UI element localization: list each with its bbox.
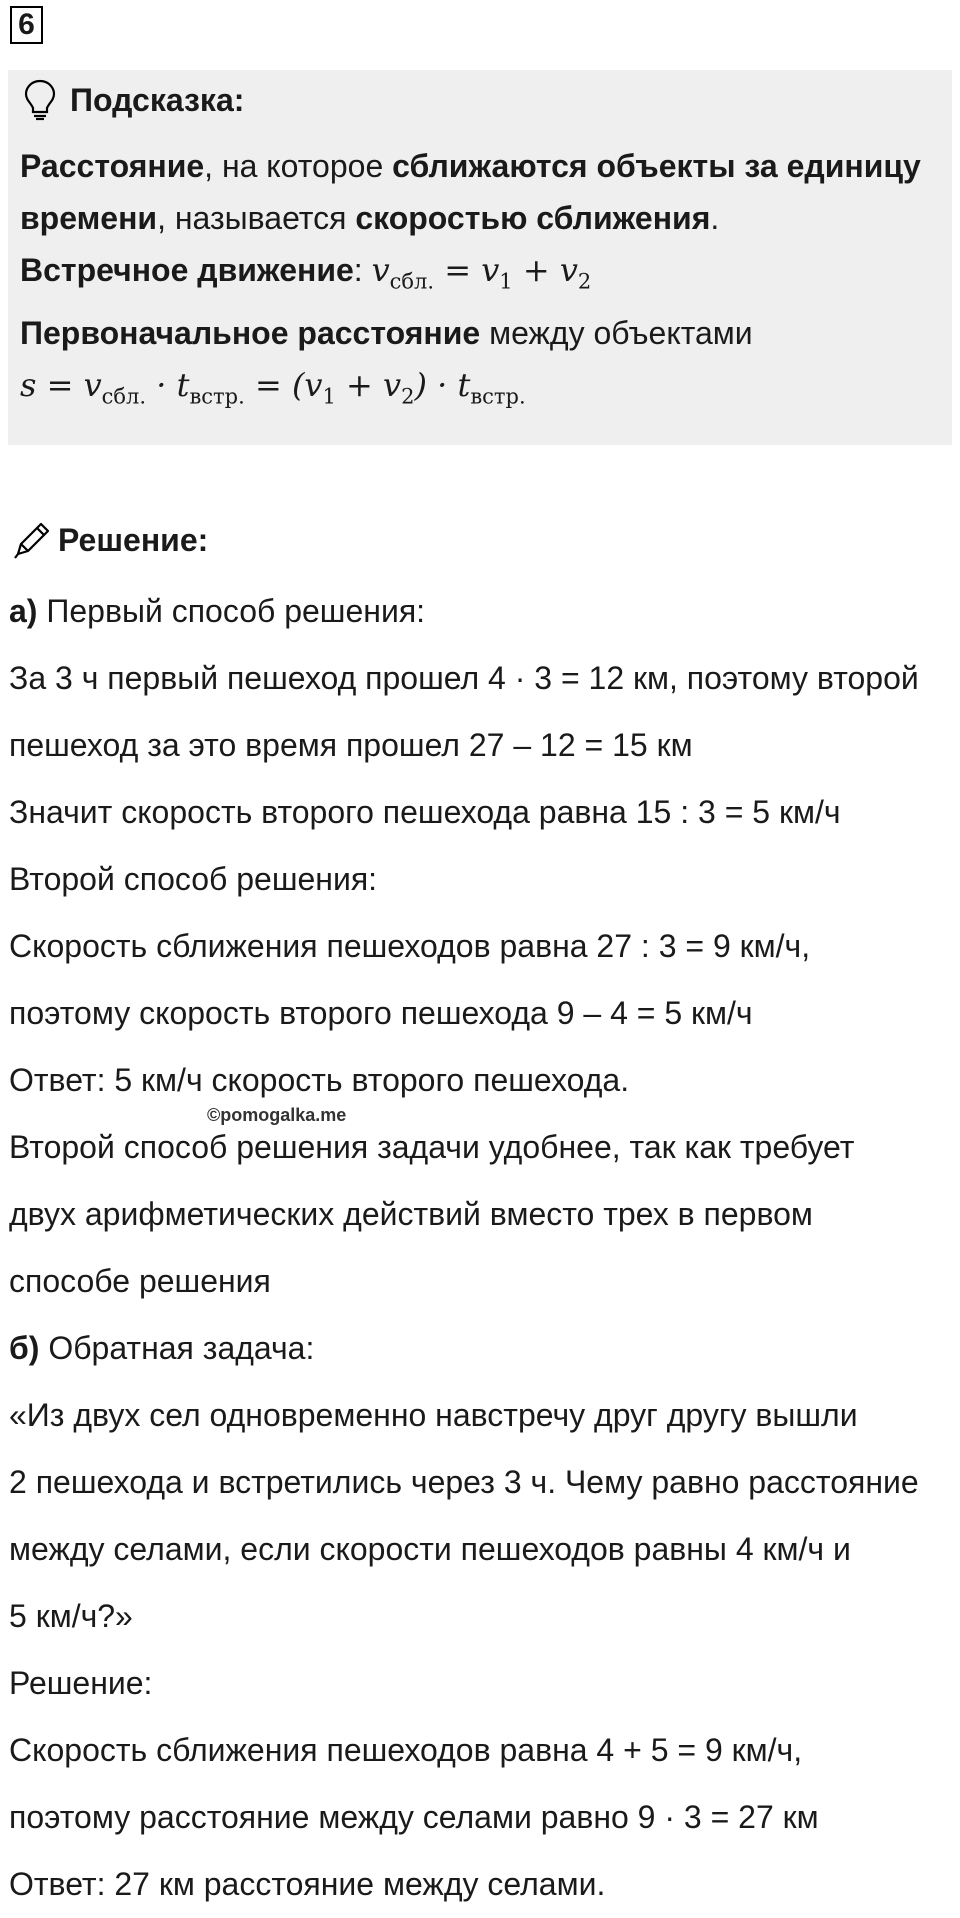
- solution-body: [9, 578, 954, 1918]
- task-number: 6: [10, 6, 43, 44]
- closing-speed-formula: $v_{сбл.} = v_1 + v_2$: [371, 251, 592, 294]
- hint-line-4: Первоначальное расстояние между объектами: [20, 315, 753, 352]
- part-b-heading: б) Обратная задача:: [9, 1330, 315, 1366]
- solution-line: Решение:: [9, 1665, 153, 1701]
- hint-title: Подсказка:: [70, 81, 245, 118]
- solution-line: 5 км/ч?»: [9, 1598, 133, 1634]
- hint-header: [22, 78, 244, 122]
- hint-line-5: [20, 359, 940, 422]
- solution-header: [10, 516, 208, 564]
- hint-line-3: Встречное движение: $v_{сбл.} = v_1 + v_2$: [20, 251, 592, 294]
- solution-line: Второй способ решения:: [9, 861, 378, 897]
- hint-box: [8, 70, 952, 445]
- solution-title: Решение:: [58, 521, 209, 558]
- solution-line: Второй способ решения задачи удобнее, так как требует: [9, 1129, 855, 1165]
- solution-line: поэтому расстояние между селами равно 9 · 3 = 27 км: [9, 1799, 819, 1835]
- solution-line: Ответ: 5 км/ч скорость второго пешехода.: [9, 1062, 630, 1098]
- watermark: ©pomogalka.me: [207, 1105, 347, 1125]
- solution-line: Скорость сближения пешеходов равна 4 + 5 = 9 км/ч,: [9, 1732, 803, 1768]
- solution-line: пешеход за это время прошел 27 – 12 = 15 км: [9, 727, 693, 763]
- part-a-heading: а) Первый способ решения:: [9, 593, 426, 629]
- distance-formula: $s = v_{сбл.} \cdot t_{встр.} = (v_1 + v_2) \cdot t_{встр.}$: [20, 366, 526, 409]
- solution-line: двух арифметических действий вместо трех в первом: [9, 1196, 813, 1232]
- pencil-icon: [10, 518, 54, 562]
- solution-line: Значит скорость второго пешехода равна 15 : 3 = 5 км/ч: [9, 794, 841, 830]
- hint-line-1: Расстояние, на которое сближаются объекты за единицу: [20, 148, 921, 184]
- solution-line: За 3 ч первый пешеход прошел 4 · 3 = 12 км, поэтому второй: [9, 660, 919, 696]
- solution-line: между селами, если скорости пешеходов равны 4 км/ч и: [9, 1531, 851, 1567]
- solution-line: способе решения: [9, 1263, 271, 1299]
- solution-line: «Из двух сел одновременно навстречу друг другу вышли: [9, 1397, 858, 1433]
- solution-line: Ответ: 27 км расстояние между селами.: [9, 1866, 606, 1902]
- solution-line: 2 пешехода и встретились через 3 ч. Чему равно расстояние: [9, 1464, 919, 1500]
- lightbulb-icon: [22, 78, 58, 122]
- hint-line-2: времени, называется скоростью сближения.: [20, 200, 720, 236]
- solution-line: поэтому скорость второго пешехода 9 – 4 = 5 км/ч: [9, 995, 753, 1031]
- solution-line: Скорость сближения пешеходов равна 27 : 3 = 9 км/ч,: [9, 928, 811, 964]
